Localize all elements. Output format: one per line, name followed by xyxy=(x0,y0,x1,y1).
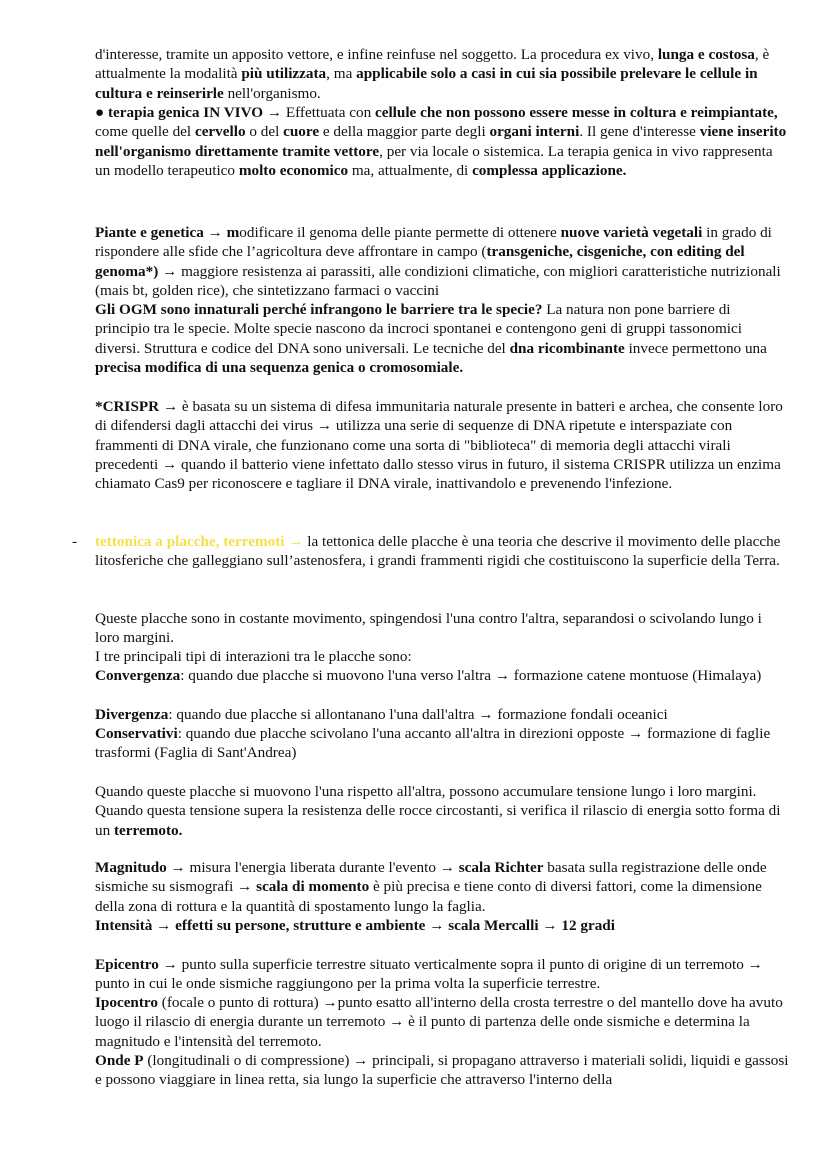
text-run: → è basata su un sistema di difesa immunitaria naturale presente in batteri e archea, che consente loro di difendersi dagli attacchi dei virus → utilizza una serie di sequenze di DNA ripetute e interspaziate con frammenti di DNA virale, che funzionano come una sorta di "biblioteca" di memoria degli attacchi virali precedenti → quando il batterio viene infettato dallo stesso virus in futuro, il sistema CRISPR utilizza un enzima chiamato Cas9 per riconoscere e tagliare il DNA virale, inattivandolo e prevenendo l'infezione. xyxy=(95,398,783,493)
paragraph-conservativi xyxy=(95,724,789,763)
bold-text: più utilizzata xyxy=(241,65,327,83)
bold-text: Magnitudo xyxy=(95,859,167,876)
text-run: → punto sulla superficie terrestre situato verticalmente sopra il punto di origine di un terremoto → punto in cui le onde sismiche raggiungono per la prima volta la superficie terrestre. xyxy=(95,956,763,993)
paragraph-convergenza xyxy=(95,666,789,685)
paragraph-piante-genetica xyxy=(95,223,789,300)
bullet-dash: - xyxy=(72,533,78,550)
text-run: : quando due placche si allontanano l'una dall'altra → formazione fondali oceanici xyxy=(168,706,668,723)
text-run: la tettonica delle placche è una teoria che descrive il movimento delle placche litosferiche che galleggiano sull’astenosfera, i grandi frammenti rigidi che costituiscono la superficie della Terra. xyxy=(95,533,781,570)
bold-text: Gli OGM sono innaturali perché infrangono le barriere tra le specie? xyxy=(95,301,543,318)
bold-text: *CRISPR xyxy=(95,398,160,415)
bold-text: applicabile solo a casi in cui sia possibile prelevare le cellule in cultura e reinserirle xyxy=(95,65,758,102)
paragraph-ogm xyxy=(95,300,789,377)
text-run: basata sulla registrazione delle onde sismiche su sismografi → xyxy=(95,859,767,896)
text-run: → Effettuata con xyxy=(263,104,375,121)
text-run: La natura non pone barriere di principio tra le specie. Molte specie nascono da incroci spontanei e contengono geni di gruppi tassonomici diversi. Struttura e codice del DNA sono universali. Le tecniche del xyxy=(95,301,742,357)
bold-text: Onde P xyxy=(95,1052,144,1069)
bold-text: scala di momento xyxy=(256,878,370,896)
paragraph-onde-p xyxy=(95,1051,789,1090)
text-run: , è attualmente la modalità xyxy=(95,46,770,83)
text-run: (longitudinali o di compressione) → principali, si propagano attraverso i materiali solidi, liquidi e gassosi e possono viaggiare in linea retta, sia lungo la superficie che attraverso l'interno della xyxy=(95,1052,789,1089)
bold-text: cuore xyxy=(283,123,320,141)
paragraph-epicentro xyxy=(95,955,789,994)
text-run: . Il gene d'interesse xyxy=(579,123,700,141)
bold-text: lunga e costosa xyxy=(657,46,755,63)
bold-text: Piante e genetica → m xyxy=(95,224,240,241)
text-run: o del xyxy=(245,123,284,141)
text-run: è più precisa e tiene conto di diversi fattori, come la dimensione della zona di rottura e la quantità di spostamento lungo la faglia. xyxy=(95,878,762,915)
text-run: come quelle del xyxy=(95,123,195,141)
bold-text: Ipocentro xyxy=(95,994,158,1011)
text-run: : quando due placche scivolano l'una accanto all'altra in direzioni opposte → formazione di faglie trasformi (Faglia di Sant'Andrea) xyxy=(95,725,771,762)
paragraph-tettonica xyxy=(95,532,789,571)
paragraph-crispr xyxy=(95,397,789,493)
text-run: Queste placche sono in costante movimento, spingendosi l'una contro l'altra, separandosi o scivolando lungo i loro margini. xyxy=(95,610,762,647)
bold-text: organi interni xyxy=(489,123,580,141)
bold-text: cervello xyxy=(194,123,246,141)
text-run: , ma xyxy=(326,65,357,83)
bold-text: nuove varietà vegetali xyxy=(560,224,703,241)
text-run: , per via locale o sistemica. La terapia genica in vivo rappresenta un modello terapeutico xyxy=(95,142,773,179)
text-run: in grado di rispondere alle sfide che l’agricoltura deve affrontare in campo ( xyxy=(95,224,772,261)
text-run: → maggiore resistenza ai parassiti, alle condizioni climatiche, con migliori caratteristiche nutrizionali (mais bt, golden rice), che sintetizzano farmaci o vaccini xyxy=(95,262,781,299)
bold-text: transgeniche, cisgeniche, con editing del genoma*) xyxy=(95,243,745,280)
bold-text: dna ricombinante xyxy=(509,339,625,357)
bold-text: Conservativi xyxy=(95,725,178,742)
bold-text: Convergenza xyxy=(95,667,181,684)
paragraph-terremoto xyxy=(95,782,789,840)
text-run: ma, attualmente, di xyxy=(348,161,473,179)
bold-text: complessa applicazione. xyxy=(472,161,627,179)
bold-text: viene inserito nell'organismo direttamente tramite vettore xyxy=(95,123,787,160)
text-run: → misura l'energia liberata durante l'evento → xyxy=(166,859,459,876)
paragraph-placche-movimento xyxy=(95,609,789,648)
paragraph-intensita xyxy=(95,916,789,935)
paragraph-ipocentro xyxy=(95,993,789,1051)
text-run: I tre principali tipi di interazioni tra le placche sono: xyxy=(95,648,412,665)
text-run: e della maggior parte degli xyxy=(319,123,490,141)
highlighted-heading: tettonica a placche, terremoti → xyxy=(95,533,304,550)
paragraph-divergenza xyxy=(95,705,789,724)
text-run: Quando queste placche si muovono l'una rispetto all'altra, possono accumulare tensione lungo i loro margini. Quando questa tensione supera la resistenza delle rocce circostanti, si verifica il rilascio di energia sotto forma di un xyxy=(95,783,781,839)
bold-text: cellule che non possono essere messe in coltura e reimpiantate, xyxy=(374,104,778,121)
paragraph-in-vivo xyxy=(95,103,789,180)
bold-text: ● terapia genica IN VIVO xyxy=(95,104,264,121)
bold-text: scala Richter xyxy=(458,859,544,876)
paragraph-magnitudo xyxy=(95,858,789,916)
bold-text: precisa modifica di una sequenza genica o cromosomiale. xyxy=(95,358,464,376)
text-run: nell'organismo. xyxy=(223,84,321,102)
bold-text: Intensità → effetti su persone, strutture e ambiente → scala Mercalli → 12 gradi xyxy=(95,917,615,934)
text-run: : quando due placche si muovono l'una verso l'altra → formazione catene montuose (Himalaya) xyxy=(180,667,762,684)
text-run: (focale o punto di rottura) →punto esatto all'interno della crosta terrestre o del mantello dove ha avuto luogo il rilascio di energia durante un terremoto → è il punto di partenza delle onde sismiche e determina la magnitudo e l'intensità del terremoto. xyxy=(95,994,783,1050)
bold-text: molto economico xyxy=(238,161,349,179)
bold-text: terremoto. xyxy=(113,821,183,839)
text-run: invece permettono una xyxy=(624,339,767,357)
text-run: d'interesse, tramite un apposito vettore, e infine reinfuse nel soggetto. La procedura ex vivo, xyxy=(95,46,658,63)
paragraph-tipi-interazioni xyxy=(95,647,789,666)
paragraph-ex-vivo xyxy=(95,45,789,103)
text-run: odificare il genoma delle piante permette di ottenere xyxy=(239,224,561,241)
bold-text: Divergenza xyxy=(95,706,169,723)
bold-text: Epicentro xyxy=(95,956,159,973)
